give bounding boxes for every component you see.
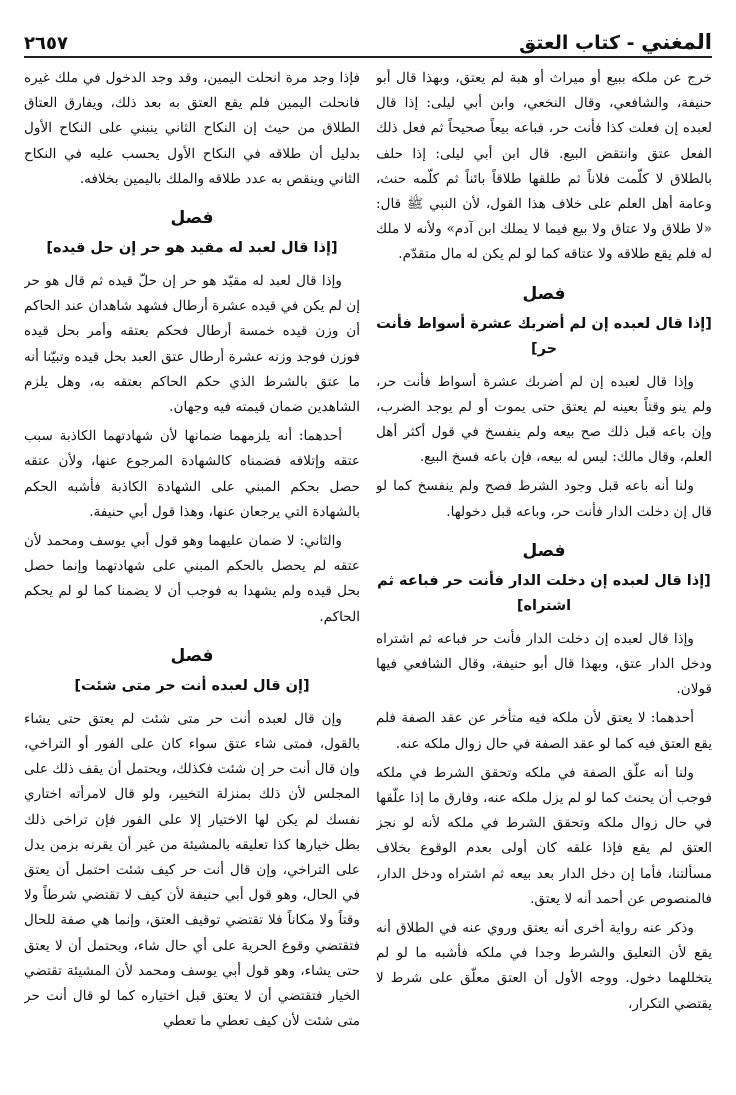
section-subheading: [إذا قال لعبده إن لم أضربك عشرة أسواط فأنت حر] (376, 315, 712, 357)
page-number: ٢٦٥٧ (24, 33, 68, 54)
paragraph: أحدهما: أنه يلزمهما ضمانها لأن شهادتهما الكاذبة سبب عتقه وإتلافه فضمناه كالشهادة المرجوع عنها، ولأن عتقه حصل بحكم المبني على الشهادة الكاذبة فأشبه الحكم بالشهادة التي يرجعان عنها، وهذا قول أبي حنيفة. (24, 428, 360, 520)
paragraph: ولنا أنه علّق الصفة في ملكه وتحقق الشرط في ملكه فوجب أن يحنث كما لو لم يزل ملكه عنه، وفارق ما إذا علّقها في حال زوال ملكه وتحقق الشرط في ملكه لأنه لو نجز العتق لم يقع فإذا علقه كان أولى بعدم الوقوع بخلاف مسألتنا، فأما إن دخل الدار بعد بيعه ثم اشتراه ودخل الدار، فالمنصوص عن أحمد أنه لا يعتق. (376, 764, 712, 907)
book-title: المغني (641, 30, 712, 54)
paragraph: وإذا قال لعبد له مقيّد هو حر إن حلّ قيده ثم قال هو حر إن لم يكن في قيده عشرة أرطال فشهد شاهدان عند الحاكم أن وزن قيده خمسة أرطال فحكم بعتقه وأمر بحل قيده فوزن فوجد وزنه عشرة أرطال عتق العبد بحل قيده وتبيّنا أنه ما عتق بالشرط الذي حكم الحاكم بعتقه به، وهل يلزم الشاهدين ضمان قيمته فيه وجهان. (24, 273, 360, 416)
section-heading: فصل (522, 283, 566, 304)
paragraph: والثاني: لا ضمان عليهما وهو قول أبي يوسف ومحمد لأن عتقه لم يحصل بالحكم المبني على شهادتهما وإنما حصل بحل قيده ولم يشهدا به فوجب أن لا يضمنا كما لو لم يحكم الحاكم. (24, 533, 360, 625)
chapter-title: كتاب العتق (519, 32, 621, 54)
paragraph: فإذا وجد مرة انحلت اليمين، وقد وجد الدخول في ملك غيره فانحلت اليمين فلم يقع العتق به بعد ذلك، ويفارق العتاق الطلاق من حيث إن النكاح الثاني ينبني على النكاح الأول بدليل أن طلاقه في النكاح الأول يحسب عليه في النكاح الثاني وينقص به عدد طلاقه والملك باليمين بخلافه. (24, 70, 360, 187)
right-column (376, 66, 712, 1071)
paragraph: وإن قال لعبده أنت حر متى شئت لم يعتق حتى يشاء بالقول، فمتى شاء عتق سواء كان على الفور أو التراخي، وإن قال أنت حر إن شئت فكذلك، ويحتمل أن يقف ذلك على المجلس لأن ذلك بمنزلة التخيير، ولو قال لامرأته اختاري نفسك لم يكن لها الاختيار إلا على الفور فإن تراخى ذلك بطل خيارها كذا تعليقه بالمشيئة من غير أن يقرنه بزمن يدل على التراخي، وإن قال أنت حر كيف شئت احتمل أن يعتق في الحال، وهو قول أبي حنيفة لأن كيف لا تقتضي شرطاً ولا وقتاً ولا مكاناً فلا تقتضي توقيف العتق، وإنما هي صفة للحال فتقتضي وقوع الحرية على أي حال شاء، ويحتمل أن لا يعتق حتى يشاء، وهو قول أبي يوسف ومحمد لأن المشيئة تقتضي الخيار فتقتضي أن لا يعتق قبل اختياره كما لو قال أنت حر متى شئت لأن كيف تعطي ما تعطي (24, 710, 360, 1030)
running-title (519, 30, 712, 54)
paragraph: أحدهما: لا يعتق لأن ملكه فيه متأخر عن عقد الصفة فلم يقع العتق فيه كما لو عقد الصفة في حال زوال ملكه عنه. (376, 710, 712, 752)
section-subheading: [إن قال لعبده أنت حر متى شئت] (74, 677, 310, 694)
header-rule (24, 56, 712, 58)
title-separator: - (620, 32, 642, 54)
paragraph: ولنا أنه باعه قبل وجود الشرط فصح ولم ينفسخ كما لو قال إن دخلت الدار فأنت حر، وباعه قبل دخولها. (376, 478, 712, 520)
section-heading: فصل (522, 540, 566, 561)
section-subheading: [إذا قال لعبده إن دخلت الدار فأنت حر فباعه ثم اشتراه] (377, 572, 711, 614)
paragraph: وإذا قال لعبده إن دخلت الدار فأنت حر فباعه ثم اشتراه ودخل الدار عتق، وبهذا قال أبو حنيفة، وقال الشافعي فيها قولان. (376, 630, 712, 698)
paragraph: وذكر عنه رواية أخرى أنه يعتق وروي عنه في الطلاق أنه يقع لأن التعليق والشرط وجدا في ملكه فأشبه ما لو لم يتخللهما دخول. ووجه الأول أن العتق معلّق على شرط لا يقتضي التكرار، (376, 920, 712, 1012)
paragraph: وإذا قال لعبده إن لم أضربك عشرة أسواط فأنت حر، ولم ينو وقتاً بعينه لم يعتق حتى يموت أو لم يوجد الضرب، وإن باعه قبل ذلك صح بيعه ولم ينفسخ في قول أكثر أهل العلم، وقال مالك: ليس له بيعه، فإن باعه فسخ البيع. (376, 373, 712, 466)
left-column (24, 66, 360, 1071)
section-heading: فصل (170, 208, 214, 229)
section-heading: فصل (170, 645, 214, 666)
paragraph: خرج عن ملكه ببيع أو ميراث أو هبة لم يعتق، وبهذا قال أبو حنيفة، والشافعي، وقال النخعي، وابن أبي ليلى: إذا قال لعبده إن فعلت كذا فأنت حر، فباعه بيعاً صحيحاً ثم فعل ذلك الفعل عتق وانتقض البيع. قال ابن أبي ليلى: إذا حلف بالطلاق لا كلّمت فلاناً ثم طلقها طلاقاً بائناً ثم كلّمه حنث، وعامة أهل العلم على خلاف هذا القول، لأن النبي ﷺ قال: «لا طلاق ولا عتاق ولا بيع فيما لا يملك ابن آدم» ولأنه لا ملك له فلم يقع طلاقه ولا عتاقه كما لو لم يكن له مال متقدّم. (376, 70, 712, 263)
page-header (24, 28, 712, 54)
section-subheading: [إذا قال لعبد له مقيد هو حر إن حل قيده] (46, 240, 338, 257)
